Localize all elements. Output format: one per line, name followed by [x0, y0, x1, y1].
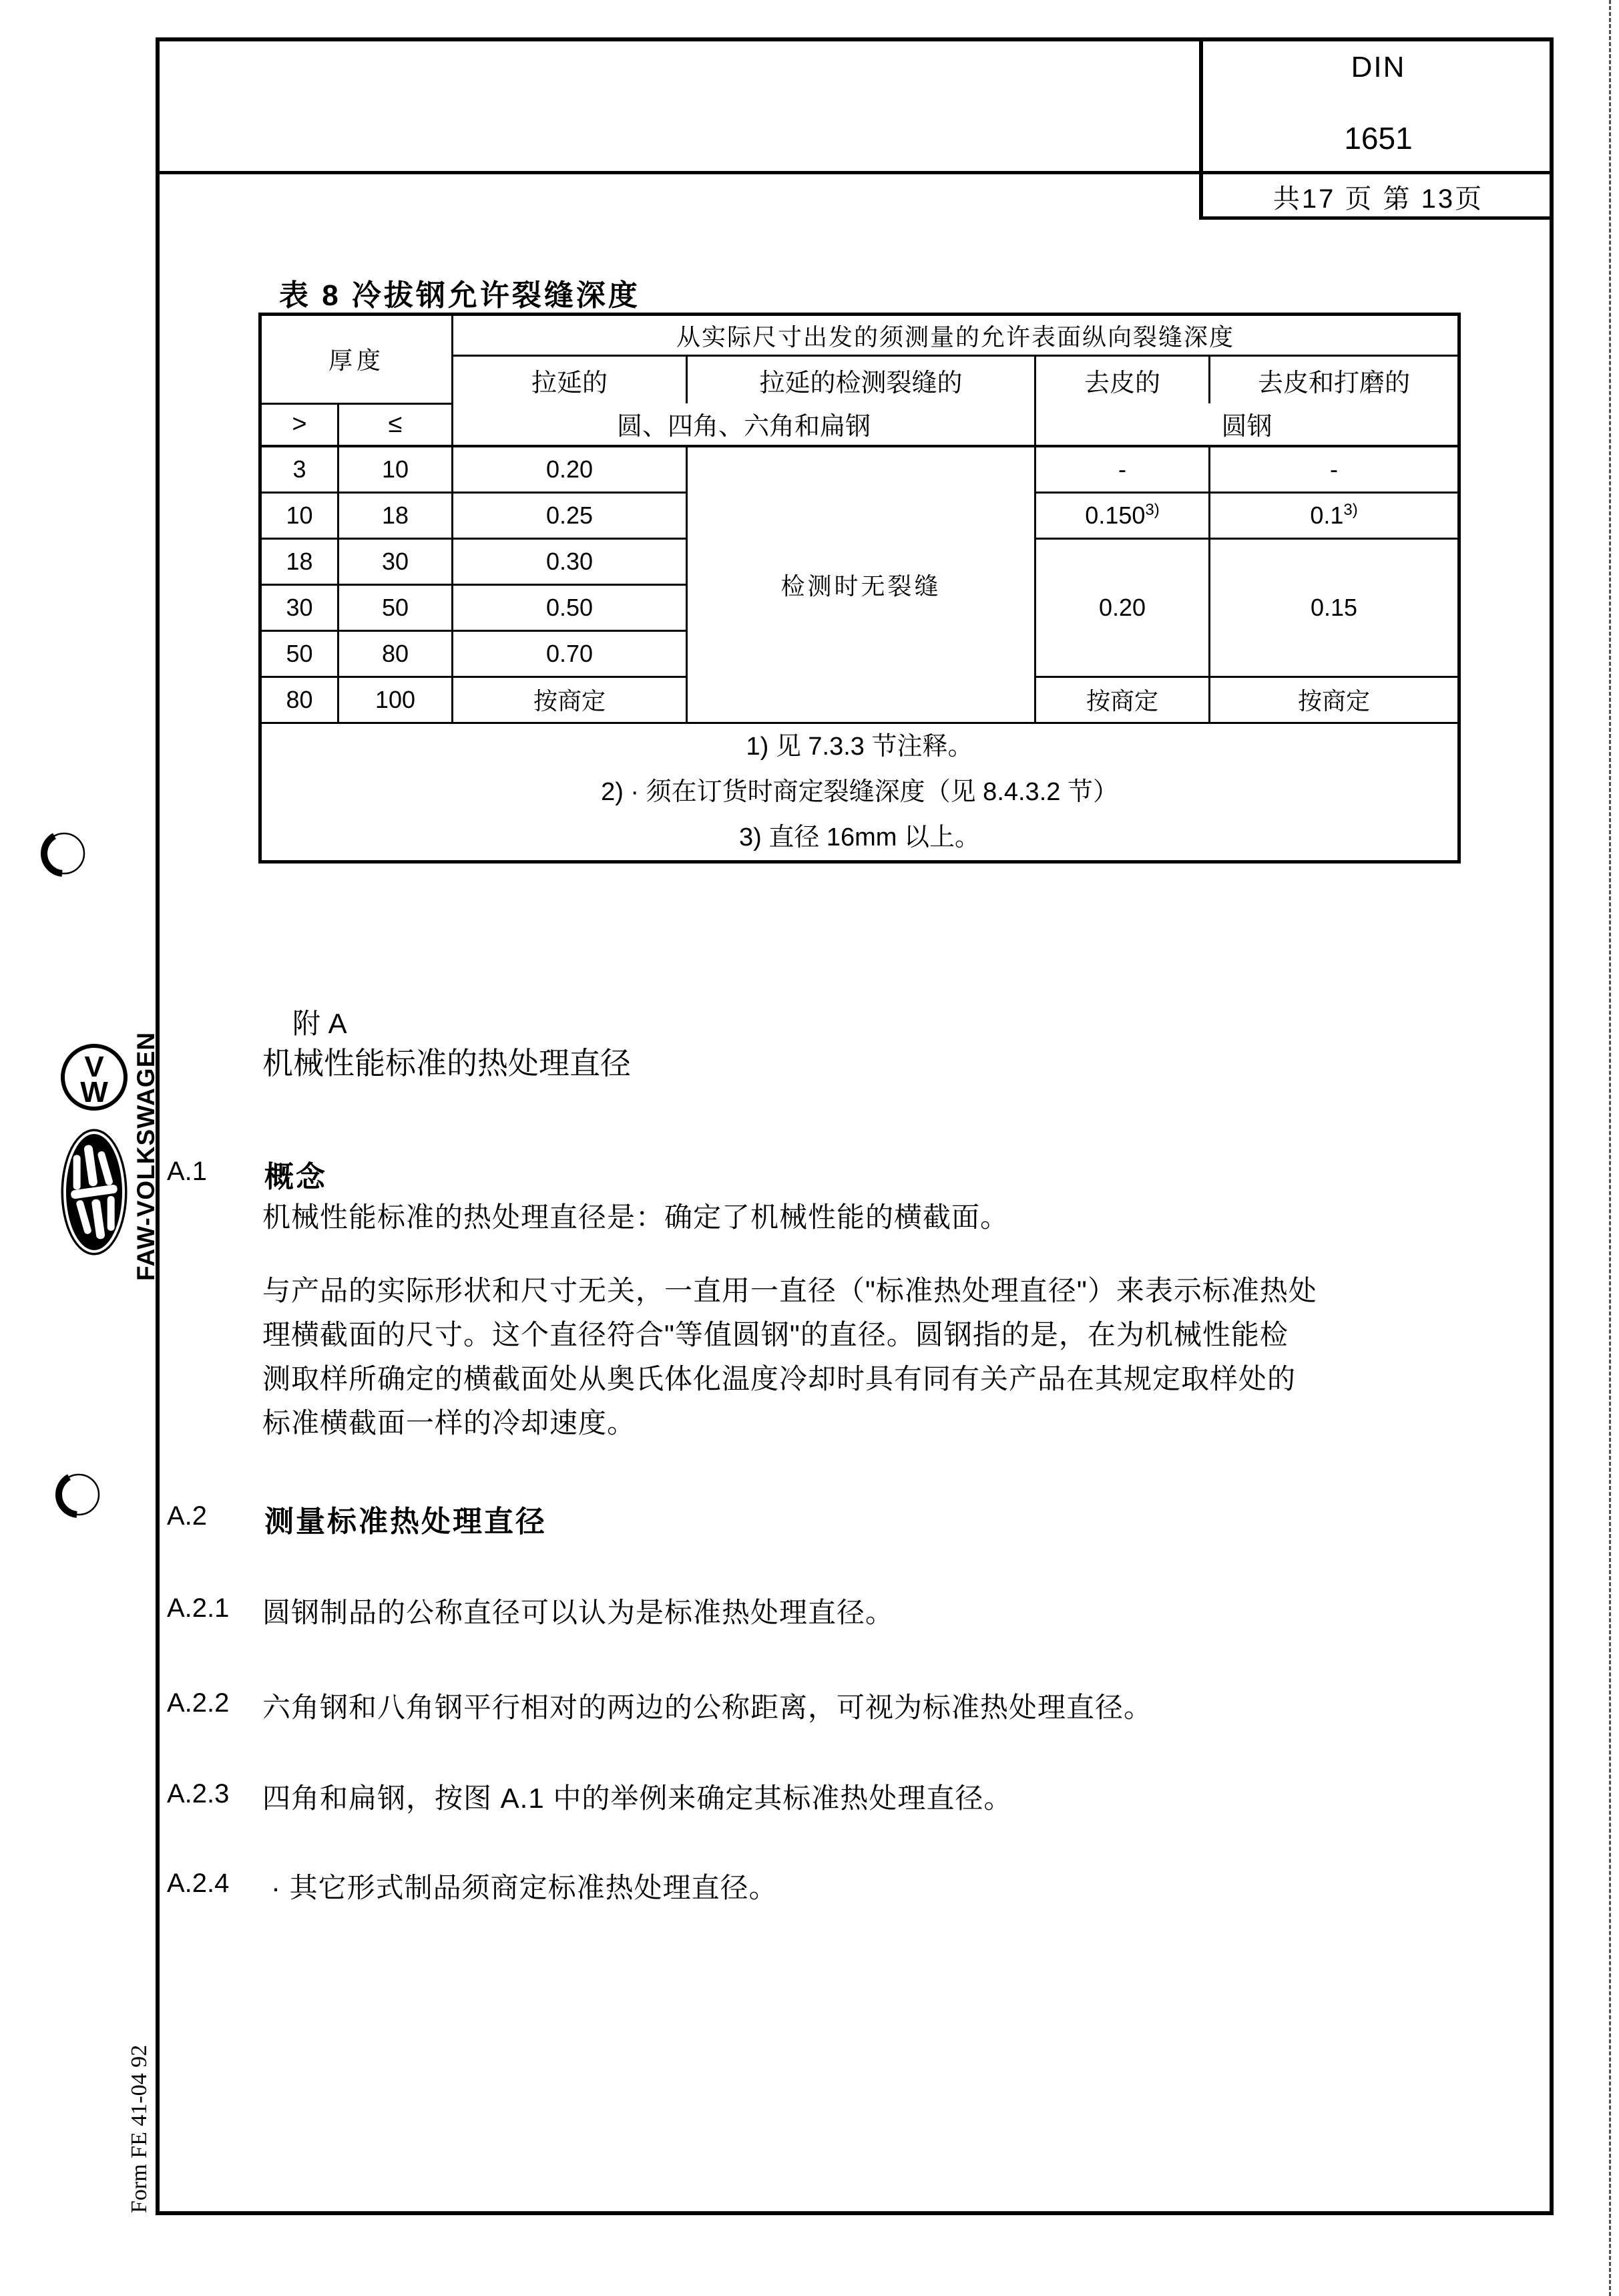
section-number-a24: A.2.4: [167, 1869, 230, 1898]
standard-name: DIN: [1351, 51, 1406, 83]
form-number-vertical: Form FE 41-04 92: [127, 2044, 152, 2213]
cell-ground-merged: 0.15: [1210, 538, 1459, 677]
header-drawn: 拉延的: [453, 356, 687, 404]
svg-text:W: W: [80, 1076, 108, 1109]
punch-hole: [41, 830, 87, 880]
section-body-a23: 四角和扁钢，按图 A.1 中的举例来确定其标准热处理直径。: [262, 1782, 1013, 1814]
section-number-a22: A.2.2: [167, 1688, 230, 1718]
section-body-a1: 机械性能标准的热处理直径是：确定了机械性能的横截面。: [262, 1201, 1009, 1233]
section-body-a21: 圆钢制品的公称直径可以认为是标准热处理直径。: [262, 1597, 895, 1628]
table-footnotes-row: [260, 723, 1459, 862]
section-body-a24: · 其它形式制品须商定标准热处理直径。: [271, 1872, 778, 1903]
cell-peeled: [1035, 492, 1210, 538]
cell-drawn: 0.20: [453, 446, 687, 493]
faw-logo: [59, 1126, 130, 1262]
cell-peeled: 按商定: [1035, 677, 1210, 723]
footnote-ref: 3): [1145, 500, 1160, 519]
cell-ground: 按商定: [1210, 677, 1459, 723]
cell-no-crack: 检测时无裂缝: [687, 446, 1035, 723]
table-header-row-3: [260, 403, 1459, 446]
header-thickness: 厚度: [260, 315, 453, 404]
section-number-a21: A.2.1: [167, 1593, 230, 1623]
cell-gt: 50: [260, 630, 338, 677]
paragraph-line: 标准横截面一样的冷却速度。: [262, 1407, 636, 1439]
cell-drawn: 0.25: [453, 492, 687, 538]
cell-ground: -: [1210, 446, 1459, 493]
cell-drawn: 0.30: [453, 538, 687, 584]
value: 0.1: [1310, 501, 1344, 529]
value: 0.150: [1085, 501, 1146, 529]
annex-title: 机械性能标准的热处理直径: [262, 1046, 631, 1081]
cell-gt: 30: [260, 584, 338, 630]
crack-depth-table: [258, 313, 1461, 864]
cell-peeled-merged: 0.20: [1035, 538, 1210, 677]
section-number-a23: A.2.3: [167, 1779, 230, 1808]
vw-logo: [59, 1042, 130, 1116]
cell-le: 10: [338, 446, 453, 493]
section-number-a1: A.1: [167, 1157, 208, 1186]
header-le: ≤: [338, 403, 453, 446]
svg-text:V: V: [84, 1050, 104, 1083]
header-peeled-ground: 去皮和打磨的: [1210, 356, 1459, 404]
header-peeled: 去皮的: [1035, 356, 1210, 404]
header-gt: >: [260, 403, 338, 446]
table-header-row-1: [260, 315, 1459, 356]
cell-gt: 3: [260, 446, 338, 493]
cell-le: 100: [338, 677, 453, 723]
punch-hole: [55, 1471, 102, 1521]
footnote-1: 1) 见 7.3.3 节注释。: [746, 732, 973, 761]
cell-le: 18: [338, 492, 453, 538]
paragraph-line: 与产品的实际形状和尺寸无关，一直用一直径（"标准热处理直径"）来表示标准热处: [262, 1275, 1317, 1306]
footnote-3: 3) 直径 16mm 以上。: [738, 823, 981, 851]
section-heading-a1: 概念: [264, 1161, 327, 1193]
brand-name-vertical: FAW-VOLKSWAGEN: [132, 1032, 160, 1281]
cell-ground: [1210, 492, 1459, 538]
cell-le: 50: [338, 584, 453, 630]
section-body-a22: 六角钢和八角钢平行相对的两边的公称距离，可视为标准热处理直径。: [262, 1692, 1153, 1723]
header-group-round: 圆钢: [1035, 403, 1459, 446]
page-counter: 共17 页 第 13页: [1273, 184, 1484, 214]
header-span-title: 从实际尺寸出发的须测量的允许表面纵向裂缝深度: [453, 315, 1459, 356]
page-counter-box-line: [1199, 216, 1554, 220]
header-group-flat: 圆、四角、六角和扁钢: [453, 403, 1035, 446]
cell-gt: 18: [260, 538, 338, 584]
header-divider-line: [156, 171, 1554, 174]
header-drawn-tested: 拉延的检测裂缝的: [687, 356, 1035, 404]
table-footnotes: [260, 723, 1459, 862]
cell-drawn: 0.70: [453, 630, 687, 677]
cell-drawn: 0.50: [453, 584, 687, 630]
cell-gt: 80: [260, 677, 338, 723]
cell-le: 80: [338, 630, 453, 677]
section-number-a2: A.2: [167, 1501, 208, 1531]
cell-gt: 10: [260, 492, 338, 538]
paragraph-line: 理横截面的尺寸。这个直径符合"等值圆钢"的直径。圆钢指的是，在为机械性能检: [262, 1319, 1289, 1350]
cell-peeled: -: [1035, 446, 1210, 493]
table-row: [260, 446, 1459, 493]
paragraph-line: 测取样所确定的横截面处从奥氏体化温度冷却时具有同有关产品在其规定取样处的: [262, 1363, 1297, 1394]
scan-edge-artifact: [1609, 0, 1611, 2296]
section-heading-a2: 测量标准热处理直径: [264, 1505, 547, 1538]
annex-label: 附 A: [292, 1008, 347, 1039]
footnote-ref: 3): [1343, 500, 1358, 519]
table8-title: 表 8 冷拔钢允许裂缝深度: [279, 279, 640, 312]
standard-number: 1651: [1344, 121, 1413, 156]
cell-le: 30: [338, 538, 453, 584]
footnote-2: 2) · 须在订货时商定裂缝深度（见 8.4.3.2 节）: [601, 777, 1118, 806]
annex-paragraph: [262, 1269, 1317, 1445]
cell-drawn: 按商定: [453, 677, 687, 723]
